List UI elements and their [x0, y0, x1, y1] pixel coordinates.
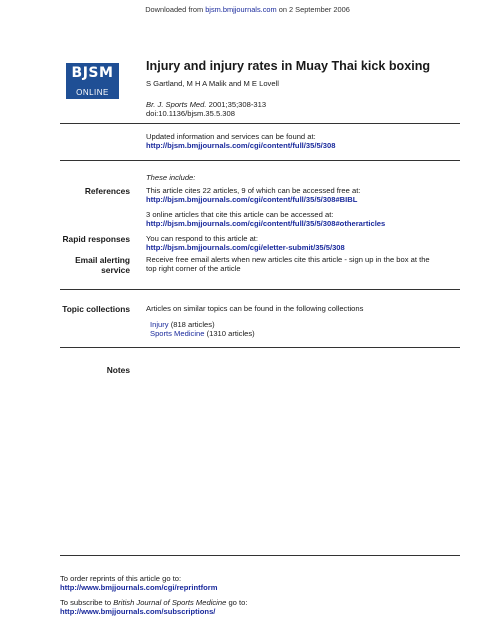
bjsm-online-logo[interactable]	[66, 63, 119, 99]
updated-link[interactable]: http://bjsm.bmjjournals.com/cgi/content/full/35/5/308	[146, 141, 336, 150]
citing-articles-link[interactable]: http://bjsm.bmjjournals.com/cgi/content/full/35/5/308#otherarticles	[146, 219, 386, 228]
logo-text: BJSM	[71, 65, 114, 81]
subscribe-journal: British Journal of Sports Medicine	[113, 598, 227, 607]
subscribe-suffix: go to:	[228, 598, 248, 607]
article-title: Injury and injury rates in Muay Thai kick boxing	[146, 59, 431, 73]
footer	[60, 574, 460, 616]
rapid-responses-block	[146, 234, 466, 252]
citing-articles-text: 3 online articles that cite this article can be accessed at:	[146, 210, 334, 219]
download-prefix: Downloaded from	[145, 5, 204, 14]
email-alerting-text-line1: Receive free email alerts when new articles cite this article - sign up in the box at the	[146, 255, 430, 264]
article-authors: S Gartland, M H A Malik and M E Lovell	[146, 79, 279, 88]
journal-name: Br. J. Sports Med.	[146, 100, 207, 109]
citation-details: 2001;35;308-313	[208, 100, 267, 109]
rapid-responses-label: Rapid responses	[62, 234, 130, 244]
topic-count: (1310 articles)	[206, 329, 255, 338]
reprints-text: To order reprints of this article go to:	[60, 574, 182, 583]
references-link[interactable]: http://bjsm.bmjjournals.com/cgi/content/full/35/5/308#BIBL	[146, 195, 358, 204]
list-item	[150, 329, 255, 338]
divider	[60, 123, 460, 124]
divider	[60, 289, 460, 290]
article-doi: doi:10.1136/bjsm.35.5.308	[146, 109, 235, 118]
includes-heading: These include:	[146, 173, 196, 182]
updated-info	[146, 132, 466, 150]
email-alerting-label-line1: Email alerting	[75, 255, 130, 265]
reprints-link[interactable]: http://www.bmjjournals.com/cgi/reprintform	[60, 583, 218, 592]
divider	[60, 555, 460, 556]
download-notice	[0, 5, 495, 14]
divider	[60, 347, 460, 348]
rapid-responses-link[interactable]: http://bjsm.bmjjournals.com/cgi/eletter-submit/35/5/308	[146, 243, 345, 252]
references-block	[146, 186, 466, 228]
rapid-responses-text: You can respond to this article at:	[146, 234, 259, 243]
divider	[60, 160, 460, 161]
download-date: on 2 September 2006	[278, 5, 350, 14]
topic-link-sports-medicine[interactable]: Sports Medicine	[150, 329, 205, 338]
references-label: References	[84, 186, 130, 196]
list-item	[150, 320, 255, 329]
subscribe-text	[60, 598, 460, 607]
topic-collections-list	[150, 320, 255, 338]
subscribe-link[interactable]: http://www.bmjjournals.com/subscriptions/	[60, 607, 216, 616]
email-alerting-text-line2: top right corner of the article	[146, 264, 241, 273]
subscribe-prefix: To subscribe to	[60, 598, 112, 607]
email-alerting-label	[58, 255, 130, 275]
topic-collections-label: Topic collections	[62, 304, 130, 314]
updated-text: Updated information and services can be found at:	[146, 132, 316, 141]
topic-count: (818 articles)	[170, 320, 215, 329]
topic-link-injury[interactable]: Injury	[150, 320, 169, 329]
email-alerting-block	[146, 255, 466, 273]
article-citation	[146, 100, 266, 118]
logo-subtext: ONLINE	[76, 88, 109, 97]
email-alerting-label-line2: service	[101, 265, 130, 275]
notes-label: Notes	[106, 365, 130, 375]
site-link[interactable]: bjsm.bmjjournals.com	[205, 5, 277, 14]
references-text: This article cites 22 articles, 9 of which can be accessed free at:	[146, 186, 361, 195]
topic-collections-text: Articles on similar topics can be found in the following collections	[146, 304, 364, 313]
